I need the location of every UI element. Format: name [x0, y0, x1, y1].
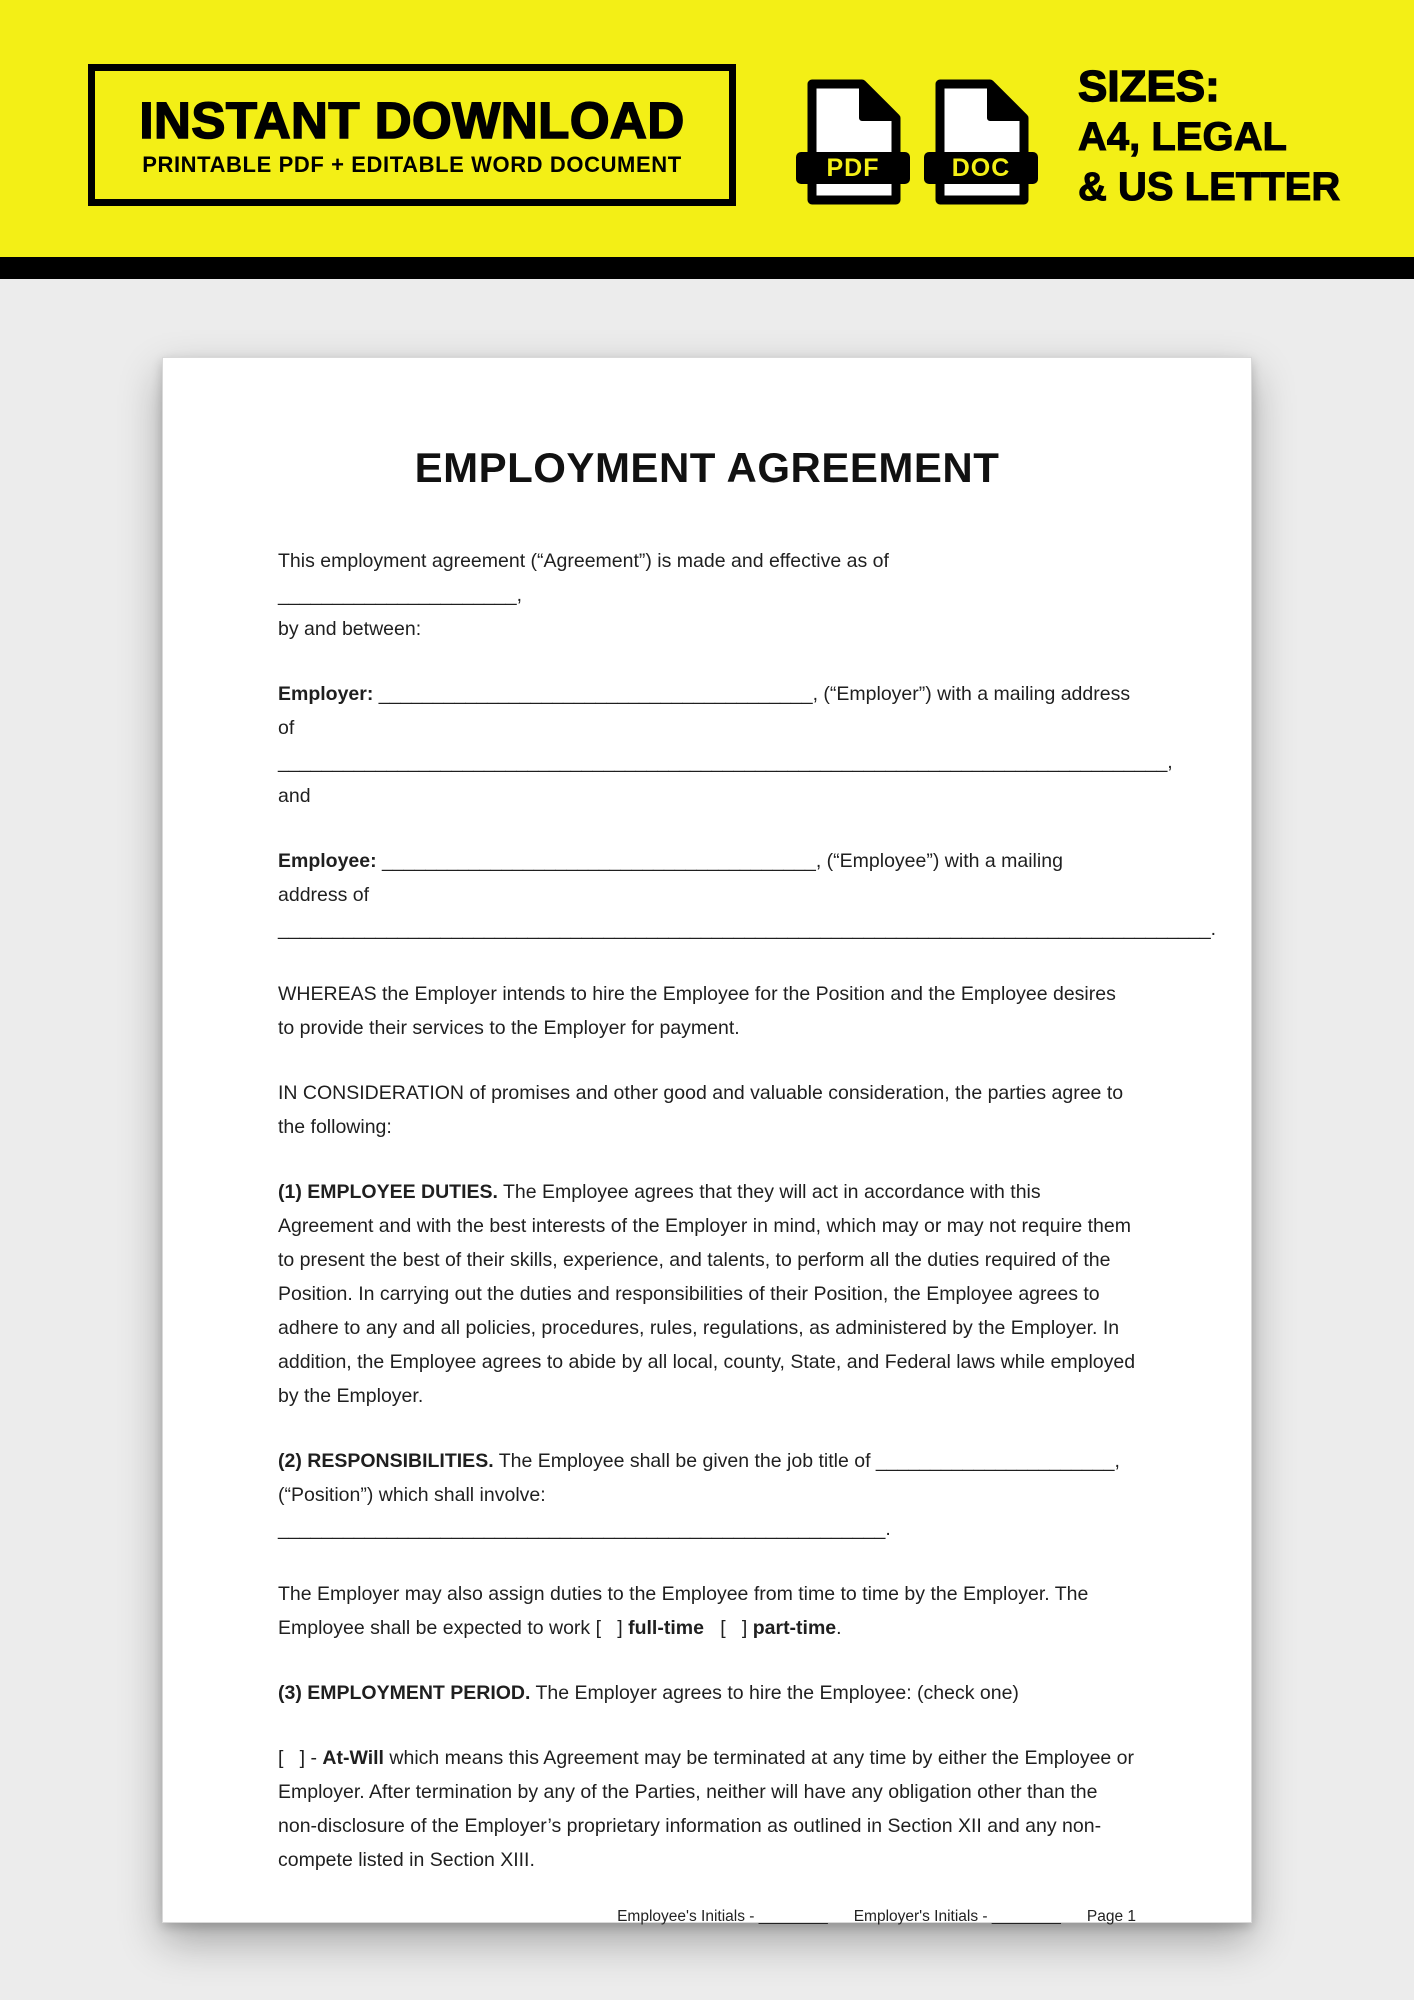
paragraph-employer: Employer: ________________________________________, (“Employer”) with a mailing address of __________________________________________________________________________________, and: [278, 683, 1173, 807]
instant-download-subtitle: PRINTABLE PDF + EDITABLE WORD DOCUMENT: [142, 151, 682, 177]
sizes-line-1: A4, LEGAL: [1078, 115, 1287, 160]
document-page: [162, 357, 1252, 1923]
paragraph-at-will: [ ] - At-Will which means this Agreement may be terminated at any time by either the Employee or Employer. After termination by any of the Parties, neither will have any obligation other than the non-disclosure of the Employer’s proprietary information as outlined in Section XII and any non-compete listed in Section XIII.: [278, 1747, 1135, 1871]
sizes-heading: SIZES:: [1078, 62, 1220, 111]
footer-employee-initials: Employee's Initials - ________: [617, 1908, 828, 1925]
pdf-file-icon: [798, 78, 908, 206]
instant-download-box: [88, 64, 736, 206]
sizes-line-2: & US LETTER: [1078, 165, 1341, 210]
pdf-icon-label: PDF: [826, 153, 880, 182]
doc-file-icon: [926, 78, 1036, 206]
banner-divider: [0, 257, 1414, 279]
doc-icon-label: DOC: [951, 153, 1011, 182]
page-footer: [617, 1908, 1136, 1926]
doc-icon-band: [924, 152, 1038, 184]
instant-download-title: INSTANT DOWNLOAD: [139, 91, 685, 149]
doc-file-icon-shape: [926, 78, 1036, 206]
pdf-file-icon-shape: [798, 78, 908, 206]
paragraph-work-schedule: The Employer may also assign duties to the Employee from time to time by the Employer. The Employee shall be expected to work [ ] full-time [ ] part-time.: [278, 1583, 1089, 1639]
clause-employee-duties: (1) EMPLOYEE DUTIES. The Employee agrees that they will act in accordance with this Agreement and with the best interests of the Employer in mind, which may or may not require them to present the best of their skills, experience, and talents, to perform all the duties required of the Position. In carrying out the duties and responsibilities of their Position, the Employee agrees to adhere to any and all policies, procedures, rules, regulations, as administered by the Employer. In addition, the Employee agrees to abide by all local, county, State, and Federal laws while employed by the Employer.: [278, 1181, 1136, 1407]
paragraph-employee: Employee: ________________________________________, (“Employee”) with a mailing address of ______________________________________________________________________________________.: [278, 850, 1217, 940]
clause-responsibilities: (2) RESPONSIBILITIES. The Employee shall be given the job title of ______________________, (“Position”) which shall involve: ________________________________________________________.: [278, 1450, 1120, 1540]
footer-page-number: Page 1: [1086, 1908, 1136, 1925]
promo-banner: [0, 0, 1414, 257]
sizes-block: [1078, 64, 1340, 210]
footer-employer-initials: Employer's Initials - ________: [853, 1908, 1061, 1925]
pdf-icon-band: [796, 152, 910, 184]
document-preview-area: [0, 279, 1414, 2000]
paragraph-consideration: IN CONSIDERATION of promises and other good and valuable consideration, the parties agree to the following:: [278, 1082, 1124, 1138]
clause-employment-period: (3) EMPLOYMENT PERIOD. The Employer agrees to hire the Employee: (check one): [278, 1682, 1019, 1704]
paragraph-intro: This employment agreement (“Agreement”) is made and effective as of ______________________, by and between:: [278, 550, 889, 640]
document-title: EMPLOYMENT AGREEMENT: [414, 444, 1000, 491]
paragraph-whereas: WHEREAS the Employer intends to hire the Employee for the Position and the Employee desires to provide their services to the Employer for payment.: [278, 983, 1116, 1039]
document-body: [278, 544, 1217, 1908]
